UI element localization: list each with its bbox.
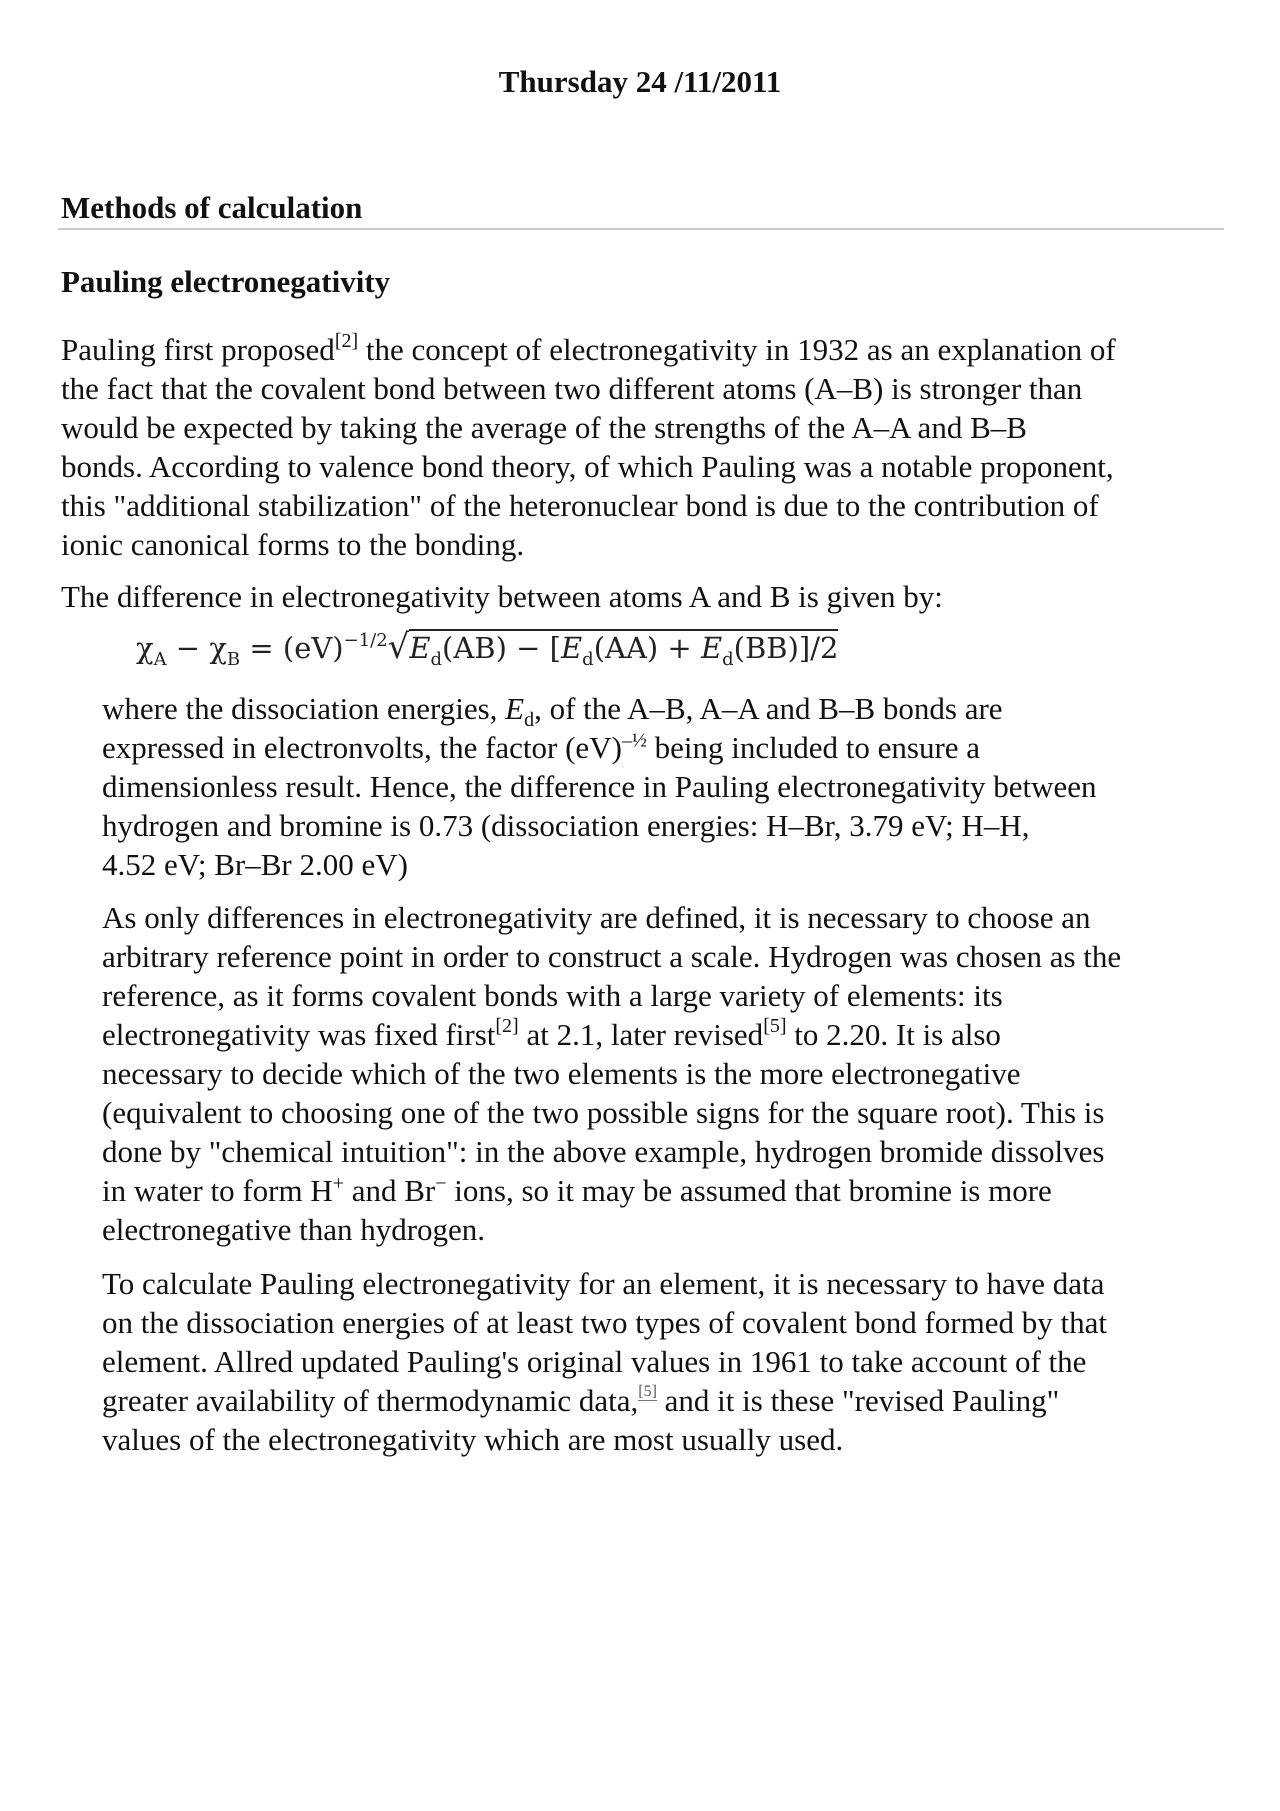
text-run: where the dissociation energies, [102,691,506,726]
formula-subscript: d [722,649,734,670]
energy-subscript: d [524,709,535,732]
text-run: expressed in electronvolts, the factor (eV) [102,730,622,765]
text-line: the fact that the covalent bond between two different atoms (A–B) is stronger than [61,371,1083,406]
text-line: necessary to decide which of the two elements is the more electronegative [102,1056,1021,1091]
exponent: –½ [621,729,647,752]
text-line [102,1381,1237,1420]
text-line: arbitrary reference point in order to construct a scale. Hydrogen was chosen as the [102,939,1122,974]
text-run: at 2.1, later revised [518,1017,764,1052]
text-run: ions, so it may be assumed that bromine is more [446,1173,1052,1208]
ion-charge: + [332,1172,344,1195]
paragraph-difference [61,577,1231,616]
paragraph-calculation [102,1264,1237,1459]
formula-exponent: −1/2 [343,630,388,651]
text-line: ionic canonical forms to the bonding. [61,527,525,562]
citation-link[interactable]: [5] [638,1382,657,1400]
text-line: As only differences in electronegativity are defined, it is necessary to choose an [102,900,1091,935]
section-divider [58,228,1224,230]
text-line [102,728,1237,767]
text-line [61,330,1231,369]
formula-subscript: B [226,649,241,670]
energy-symbol: E [505,691,525,726]
citation-link[interactable]: [2] [495,1014,519,1037]
text-run: to 2.20. It is also [786,1017,1001,1052]
text-run: the concept of electronegativity in 1932 as an explanation of [358,332,1116,367]
text-run: being included to ensure a [646,730,981,765]
formula-symbol: χ [136,631,154,665]
paragraph-intro [61,330,1231,564]
formula-term: (AA) + [593,631,701,665]
text-line: (equivalent to choosing one of the two possible signs for the square root). This is [102,1095,1105,1130]
text-run: in water to form H [102,1173,333,1208]
formula-subscript: d [430,649,443,670]
formula-symbol: E [700,631,723,665]
formula-term: (BB)]/2 [733,631,839,665]
text-line: hydrogen and bromine is 0.73 (dissociation energies: H–Br, 3.79 eV; H–H, [102,808,1030,843]
ion-charge: − [435,1172,447,1195]
text-run: Pauling first proposed [61,332,335,367]
text-line [102,1015,1237,1054]
formula-symbol: E [560,631,583,665]
text-line: values of the electronegativity which are most usually used. [102,1422,844,1457]
formula-subscript: d [582,649,594,670]
paragraph-dissociation [102,689,1237,884]
formula-subscript: A [153,649,167,670]
text-run: electronegativity was fixed first [102,1017,496,1052]
text-line [102,689,1237,732]
formula-operator: − [166,631,210,665]
formula-term: = (eV) [240,631,344,665]
text-line: electronegative than hydrogen. [102,1212,486,1247]
text-line: The difference in electronegativity between atoms A and B is given by: [61,579,943,614]
citation-link[interactable]: [2] [334,329,359,352]
formula-symbol: E [409,631,431,665]
text-line: would be expected by taking the average of the strengths of the A–A and B–B [61,410,1027,445]
subsection-title: Pauling electronegativity [61,264,391,299]
text-line: this "additional stabilization" of the heteronuclear bond is due to the contribution of [61,488,1099,523]
formula-radicand [409,629,838,670]
text-run: , of the A–B, A–A and B–B bonds are [534,691,1003,726]
text-line: 4.52 eV; Br–Br 2.00 eV) [102,847,408,882]
sqrt-symbol: √ [387,627,410,667]
text-line: element. Allred updated Pauling's original values in 1961 to take account of the [102,1344,1087,1379]
formula-symbol: χ [209,631,227,665]
text-line: reference, as it forms covalent bonds with a large variety of elements: its [102,978,1003,1013]
paragraph-reference-point [102,898,1237,1249]
formula-term: (AB) − [ [442,631,561,665]
electronegativity-formula [136,622,838,672]
page-date: Thursday 24 /11/2011 [498,64,782,99]
text-line: bonds. According to valence bond theory, of which Pauling was a notable proponent, [61,449,1114,484]
text-run: greater availability of thermodynamic data, [102,1383,639,1418]
text-run: and Br [344,1173,436,1208]
text-line: To calculate Pauling electronegativity for an element, it is necessary to have data [102,1266,1105,1301]
citation-link[interactable]: [5] [763,1014,787,1037]
text-line [102,1171,1237,1210]
section-title: Methods of calculation [61,190,363,225]
text-line: dimensionless result. Hence, the difference in Pauling electronegativity between [102,769,1097,804]
text-line: on the dissociation energies of at least two types of covalent bond formed by that [102,1305,1107,1340]
text-line: done by "chemical intuition": in the above example, hydrogen bromide dissolves [102,1134,1105,1169]
text-run: and it is these "revised Pauling" [656,1383,1060,1418]
